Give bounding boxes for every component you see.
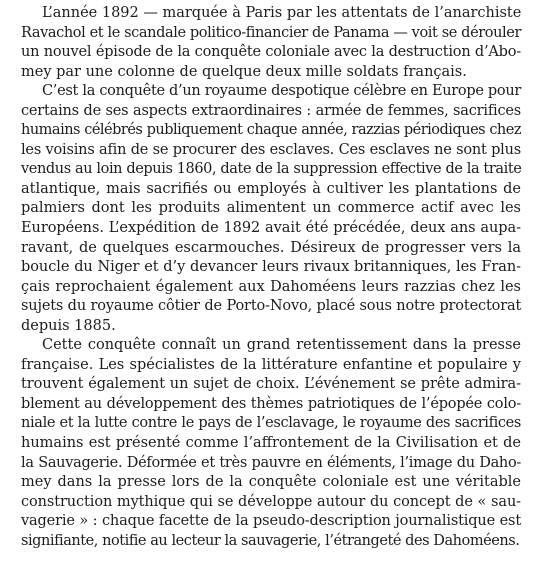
text-line: Cette conquête connaît un grand retentissement dans la presse (42, 337, 521, 354)
text-line: palmiers dont les produits alimentent un commerce actif avec les (21, 200, 521, 217)
document-page (21, 4, 521, 551)
text-line: niale et la lutte contre le pays de l’esclavage, le royaume des sacrifices (21, 415, 521, 432)
text-line: construction mythique qui se développe autour du concept de « sau- (21, 493, 521, 510)
text-line: blement au développement des thèmes patriotiques de l’épopée colo- (21, 395, 521, 412)
paragraph-2 (21, 82, 521, 336)
text-line: depuis 1885. (21, 317, 116, 334)
text-line: C’est la conquête d’un royaume despotique célèbre en Europe pour (42, 83, 521, 100)
text-line: la Sauvagerie. Déformée et très pauvre en éléments, l’image du Daho- (21, 454, 521, 471)
paragraph-1 (21, 4, 521, 82)
text-line: vendus au loin depuis 1860, date de la suppression effective de la traite (21, 161, 522, 178)
text-line: atlantique, mais sacrifiés ou employés à cultiver les plantations de (21, 180, 521, 197)
text-line: certains de ses aspects extraordinaires : armée de femmes, sacrifices (21, 102, 521, 119)
text-line: humains célébrés publiquement chaque année, razzias périodiques chez (21, 122, 521, 139)
text-line: Ravachol et le scandale politico-financier de Panama — voit se dérouler (21, 24, 521, 41)
text-line: les voisins afin de se procurer des esclaves. Ces esclaves ne sont plus (21, 141, 521, 158)
text-line: mey par une colonne de quelque deux mille soldats français. (21, 63, 467, 80)
text-line: vagerie » : chaque facette de la pseudo-description journalistique est (21, 513, 521, 530)
text-line: boucle du Niger et d’y devancer leurs rivaux britanniques, les Fran- (21, 259, 521, 276)
text-line: française. Les spécialistes de la littérature enfantine et populaire y (21, 356, 521, 373)
text-line: L’année 1892 — marquée à Paris par les attentats de l’anarchiste (42, 5, 522, 21)
text-line: trouvent également un sujet de choix. L’événement se prête admira- (21, 376, 521, 393)
paragraph-3 (21, 336, 521, 551)
text-line: un nouvel épisode de la conquête coloniale avec la destruction d’Abo- (21, 44, 521, 61)
text-line: ravant, de quelques escarmouches. Désireux de progresser vers la (21, 239, 521, 256)
text-line: sujets du royaume côtier de Porto-Novo, placé sous notre protectorat (21, 298, 522, 315)
text-line: Européens. L’expédition de 1892 avait été précédée, deux ans aupa- (21, 220, 521, 237)
text-line: signifiante, notifie au lecteur la sauvagerie, l’étrangeté des Dahoméens. (21, 532, 520, 549)
text-line: mey dans la presse lors de la conquête coloniale est une véritable (21, 474, 521, 491)
text-line: humains est présenté comme l’affrontement de la Civilisation et de (21, 435, 521, 452)
text-line: çais reprochaient également aux Dahoméens leurs razzias chez les (21, 278, 521, 295)
